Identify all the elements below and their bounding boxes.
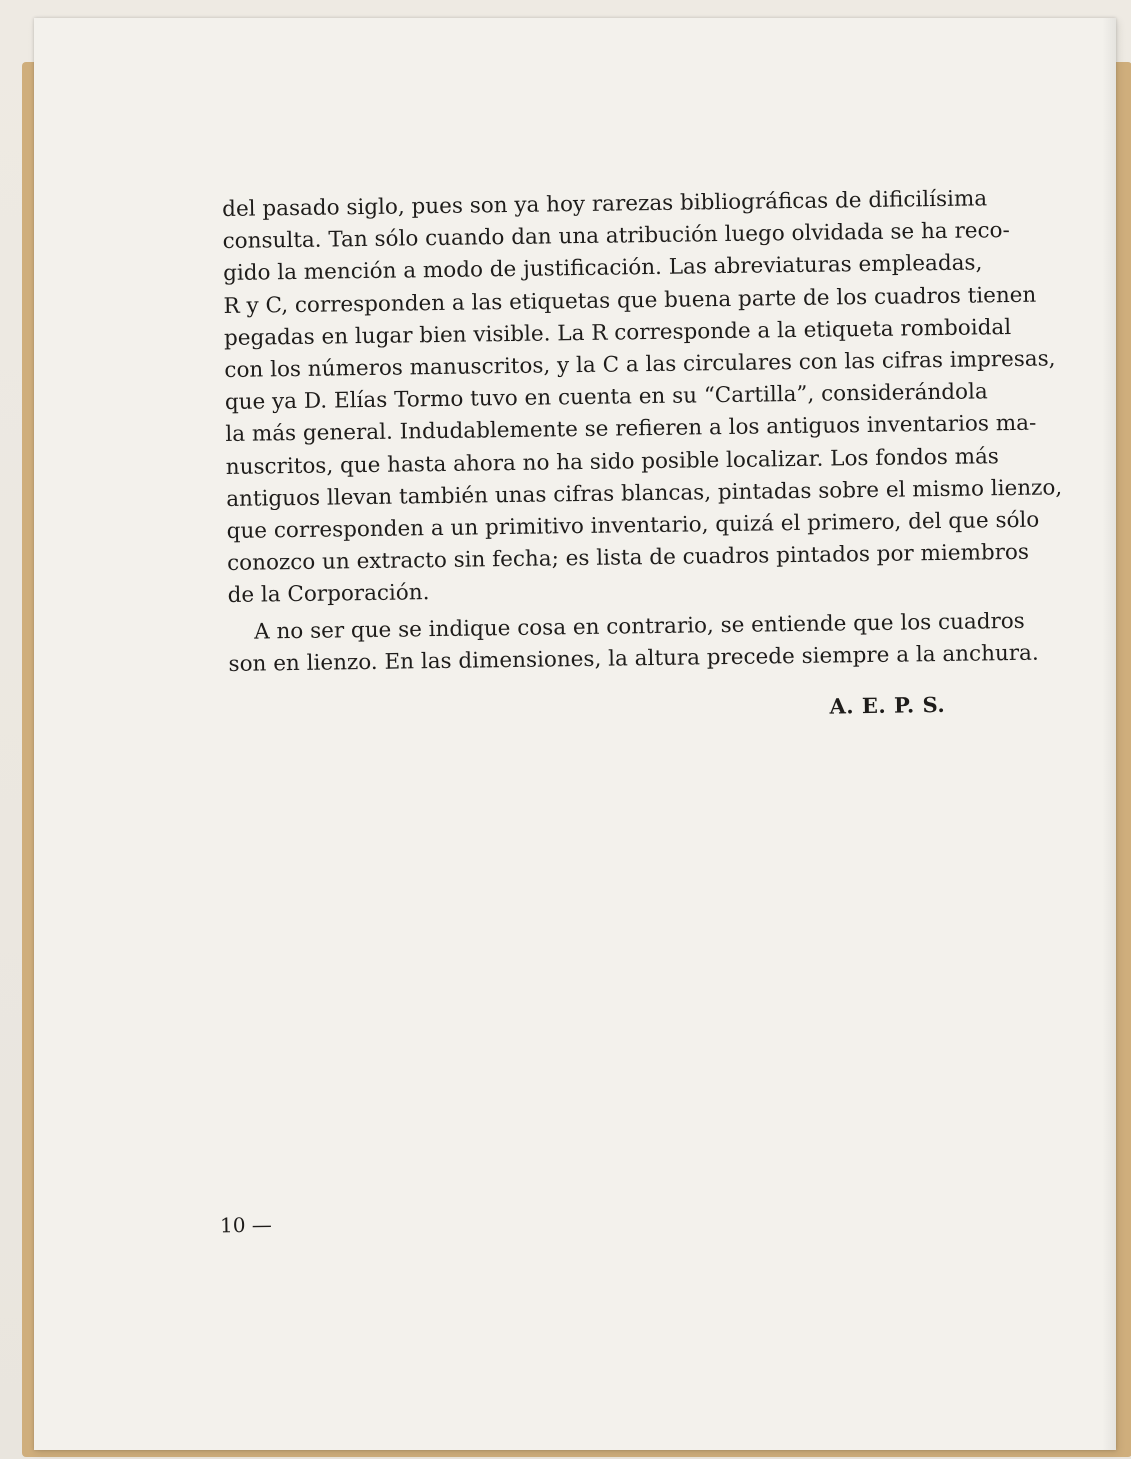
text-line: con los números manuscritos, y la C a las circulares con las cifras impresas,	[224, 346, 1056, 383]
body-text	[222, 184, 1063, 719]
text-line: de la Corporación.	[227, 580, 430, 609]
page-edge-shadow	[1102, 18, 1116, 1450]
text-line: gido la mención a modo de justificación. Las abreviaturas empleadas,	[222, 250, 983, 287]
text-line: la más general. Indudablemente se refieren a los antiguos inventarios ma-	[225, 411, 1037, 448]
page-number: 10 —	[219, 1212, 272, 1238]
paragraph-1	[222, 184, 1063, 613]
text-line: nuscritos, que hasta ahora no ha sido posible localizar. Los fondos más	[225, 443, 1000, 480]
text-line: consulta. Tan sólo cuando dan una atribución luego olvidada se ha reco-	[222, 218, 1010, 255]
paragraph-2	[228, 607, 1039, 681]
text-line: R y C, corresponden a las etiquetas que buena parte de los cuadros tienen	[223, 282, 1037, 319]
text-line: que ya D. Elías Tormo tuvo en cuenta en su “Cartilla”, considerándola	[224, 379, 988, 416]
text-line: A no ser que se indique cosa en contrario, se entiende que los cuadros	[253, 608, 1025, 645]
text-line: del pasado siglo, pues son ya hoy rarezas bibliográficas de dificilísima	[222, 186, 988, 222]
text-line: son en lienzo. En las dimensiones, la altura precede siempre a la anchura.	[228, 640, 1039, 677]
signature-initials: A. E. P. S.	[829, 692, 946, 719]
text-line: antiguos llevan también unas cifras blancas, pintadas sobre el mismo lienzo,	[226, 475, 1063, 512]
text-line: conozco un extracto sin fecha; es lista de cuadros pintados por miembros	[226, 540, 1030, 577]
text-line: pegadas en lugar bien visible. La R corresponde a la etiqueta romboidal	[223, 314, 1012, 351]
text-line: que corresponden a un primitivo inventario, quizá el primero, del que sólo	[226, 507, 1040, 544]
